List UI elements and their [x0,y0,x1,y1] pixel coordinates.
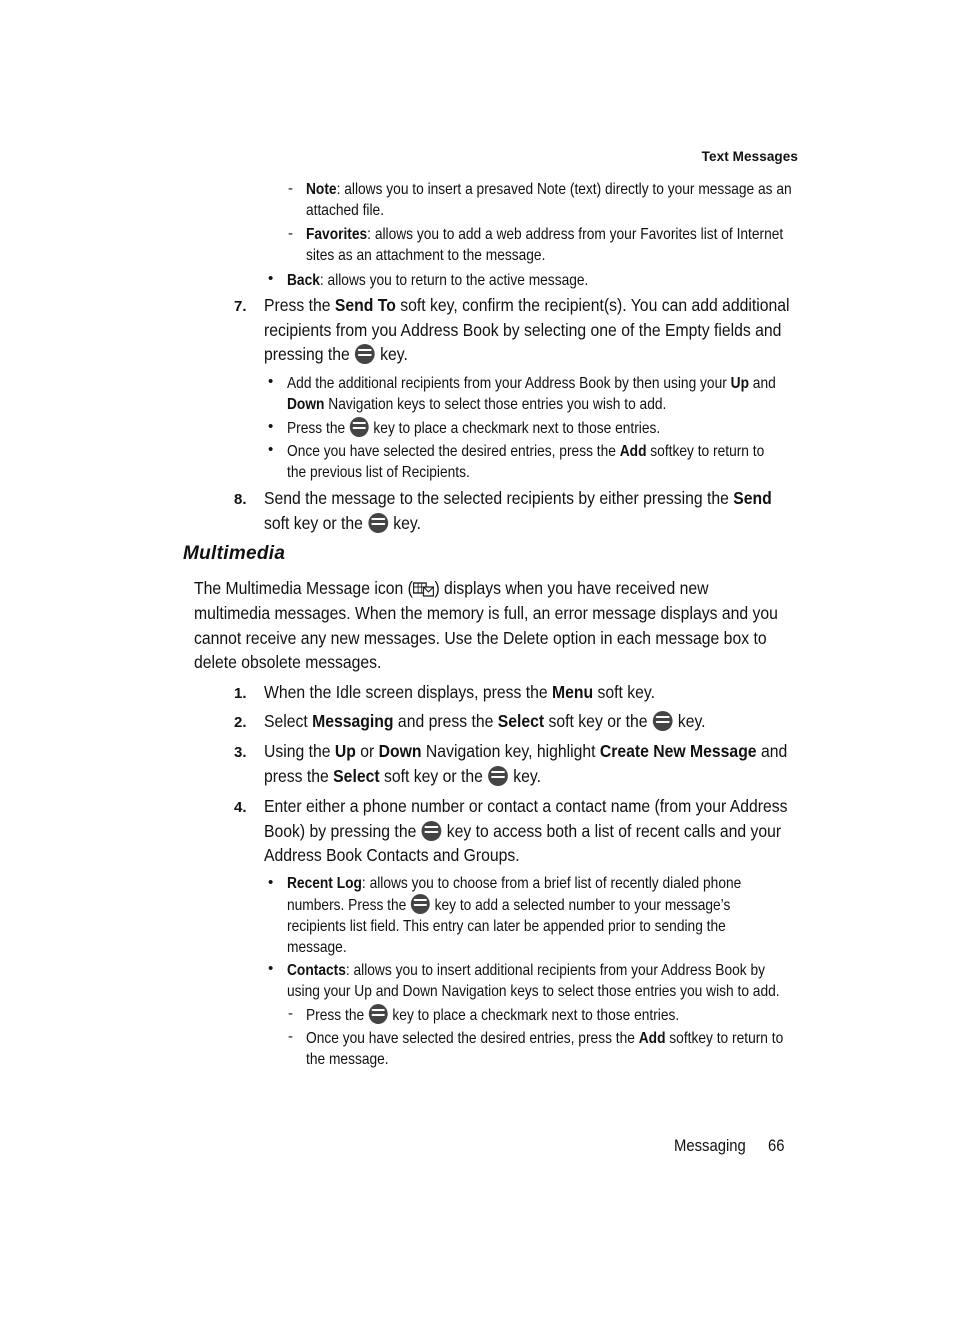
step-number: 4. [234,799,247,816]
bullet-marker: • [268,373,274,390]
bullet-marker: • [268,441,274,458]
contacts-item: Contacts: allows you to insert additional recipients from your Address Book by using your Up and Down Navigation keys to select those entries you wish to add. [287,962,780,1000]
favorites-item: Favorites: allows you to add a web address from your Favorites list of Internet sites as an attachment to the message. [306,226,784,264]
intro-paragraph: The Multimedia Message icon ( ) displays when you have received new multimedia messages. When the memory is full, an error message displays and you cannot receive any new messages. Use the Delete option in each message box to delete obsolete messages. [194,578,778,673]
section-title: Multimedia [183,543,286,564]
footer-section: Messaging [674,1137,746,1155]
mstep3-text: Using the Up or Down Navigation key, highlight Create New Message and press the Select soft key or the key. [264,741,788,786]
recent-log-item: Recent Log: allows you to choose from a brief list of recently dialed phone numbers. Press the key to add a selected number to your message’s recipients list field. This entry can later be appended prior to sending the message. [287,875,742,956]
dash-marker: - [288,180,293,197]
ok-key-icon [653,711,673,731]
ok-key-icon [355,344,375,364]
back-item: Back: allows you to return to the active message. [287,272,589,289]
bullet-marker: • [268,418,274,435]
mstep4-text: Enter either a phone number or contact a contact name (from your Address Book) by pressing the key to access both a list of recent calls and your Address Book Contacts and Groups. [264,796,788,865]
step7-bullet-once: Once you have selected the desired entries, press the Add softkey to return to the previous list of Recipients. [287,443,765,481]
bullet-marker: • [268,874,274,891]
mstep1-text: When the Idle screen displays, press the Menu soft key. [264,682,656,702]
step-number: 1. [234,685,247,702]
multimedia-message-icon [413,581,435,597]
step7-text: Press the Send To soft key, confirm the recipient(s). You can add additional recipients from you Address Book by selecting one of the Empty fields and pressing the key. [264,295,790,364]
ok-key-icon [411,894,430,914]
ok-key-icon [488,766,508,786]
step-number: 7. [234,298,247,315]
step-number: 8. [234,491,247,508]
mstep2-text: Select Messaging and press the Select soft key or the key. [264,711,706,731]
dash-marker: - [288,1005,293,1022]
bullet-marker: • [268,960,274,977]
note-item: Note: allows you to insert a presaved Note (text) directly to your message as an attached file. [306,181,792,219]
dash-marker: - [288,1028,293,1045]
page-number: 66 [768,1137,785,1155]
ok-key-icon [350,417,369,437]
step8-text: Send the message to the selected recipients by either pressing the Send soft key or the key. [264,488,772,533]
bullet-marker: • [268,270,274,287]
step7-bullet-press: Press the key to place a checkmark next to those entries. [287,417,660,439]
ok-key-icon [422,821,442,841]
ok-key-icon [369,1004,388,1024]
step-number: 2. [234,714,247,731]
running-header: Text Messages [701,149,798,164]
contacts-once-item: Once you have selected the desired entries, press the Add softkey to return to the message. [306,1030,784,1068]
step7-bullet-add: Add the additional recipients from your Address Book by then using your Up and Down Navigation keys to select those entries you wish to add. [287,375,776,413]
contacts-press-item: Press the key to place a checkmark next to those entries. [306,1004,679,1026]
ok-key-icon [368,513,388,533]
step-number: 3. [234,744,247,761]
dash-marker: - [288,225,293,242]
